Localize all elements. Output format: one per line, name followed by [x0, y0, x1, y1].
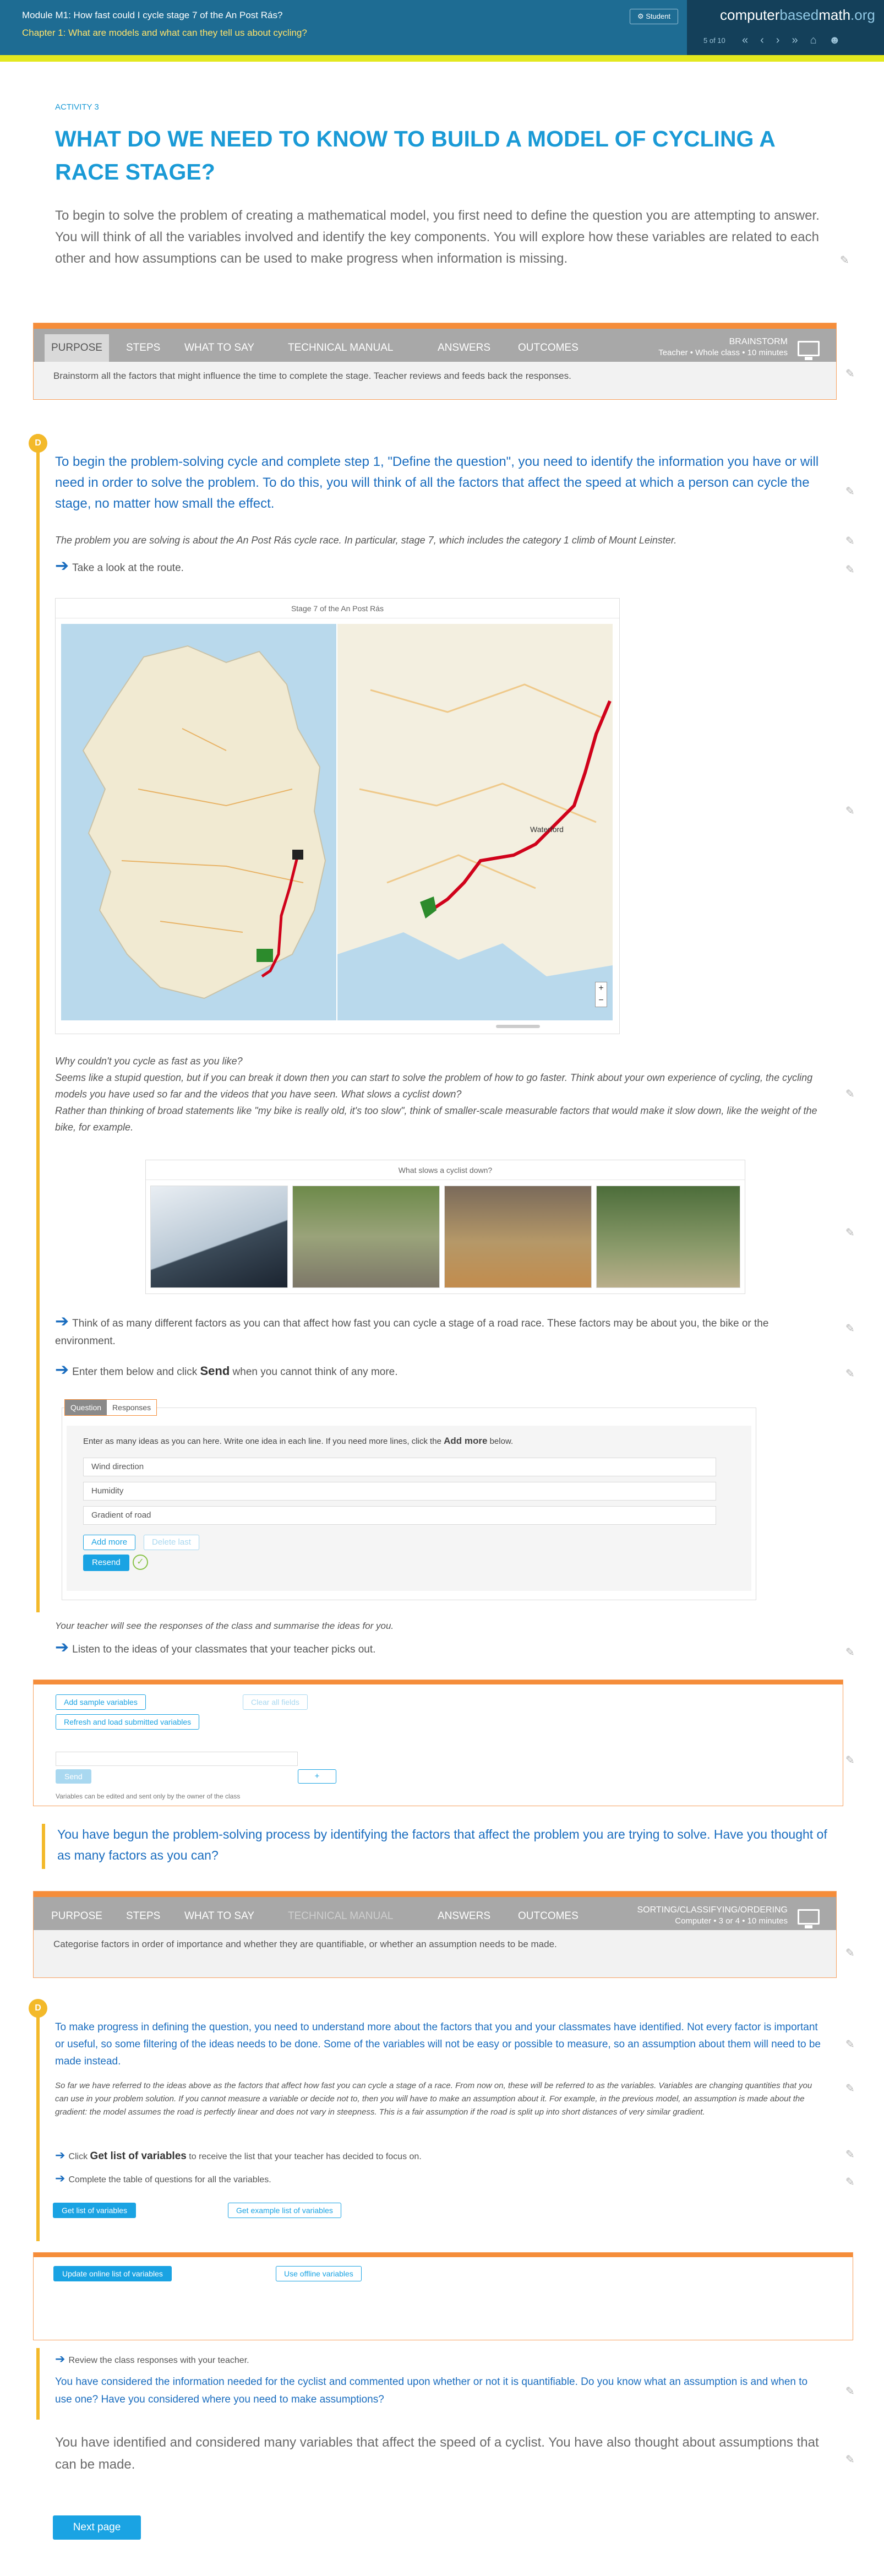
step-route: ➔ Take a look at the route. — [55, 557, 184, 575]
edit-icon[interactable]: ✎ — [845, 1368, 855, 1380]
teacher-summary-note: Your teacher will see the responses of the class and summarise the ideas for you. — [55, 1621, 394, 1631]
next-icon[interactable]: › — [776, 34, 792, 46]
activity-meta: SORTING/CLASSIFYING/ORDERING Computer • 3 or 4 • 10 minutes — [637, 1905, 788, 1926]
add-more-button[interactable]: Add more — [83, 1535, 135, 1550]
teacher-note-description: Brainstorm all the factors that might influence the time to complete the stage. Teacher reviews and feeds back the responses. — [34, 362, 836, 399]
clear-all-button[interactable]: Clear all fields — [243, 1694, 308, 1710]
ideas-input-panel — [62, 1403, 756, 1600]
module-title: Module M1: How fast could I cycle stage 7 of the An Post Rás? — [22, 10, 283, 20]
idea-input-2[interactable]: Humidity — [83, 1482, 716, 1501]
question-body — [67, 1426, 751, 1591]
map-scrollbar[interactable] — [496, 1025, 540, 1028]
section-rail — [36, 434, 40, 1612]
activity-label: ACTIVITY 3 — [55, 102, 99, 112]
step-complete: ➔ Complete the table of questions for all the variables. — [55, 2171, 271, 2185]
get-example-list-button[interactable]: Get example list of variables — [228, 2203, 341, 2218]
step-get-list: ➔ Click Get list of variables to receive the list that your teacher has decided to focus on. — [55, 2148, 422, 2162]
variable-input[interactable] — [56, 1752, 298, 1766]
tab-outcomes[interactable]: OUTCOMES — [518, 342, 579, 354]
edit-icon[interactable]: ✎ — [840, 254, 849, 267]
stage-detail-map[interactable] — [337, 624, 613, 1020]
chapter-title[interactable]: Chapter 1: What are models and what can they tell us about cycling? — [22, 28, 307, 38]
edit-icon[interactable]: ✎ — [845, 805, 855, 817]
edit-icon[interactable]: ✎ — [845, 1947, 855, 1959]
tab-technical-manual[interactable]: TECHNICAL MANUAL — [288, 342, 394, 354]
teacher-tool-box — [33, 1680, 843, 1806]
route-map-panel[interactable] — [55, 598, 620, 1034]
assumption-question: You have considered the information needed for the cyclist and commented upon whether or not it is quantifiable. Do you know what an assumption is and when to use one? Have you considered where you need to make assumptions? — [55, 2376, 808, 2405]
tab-responses[interactable]: Responses — [112, 1403, 151, 1412]
tab-what-to-say[interactable]: WHAT TO SAY — [184, 1910, 255, 1922]
edit-icon[interactable]: ✎ — [845, 1088, 855, 1100]
whiteboard-icon — [798, 341, 820, 356]
home-icon[interactable]: ⌂ — [810, 34, 829, 46]
step-enter: ➔ Enter them below and click Send when you cannot think of any more. — [55, 1361, 398, 1379]
tab-what-to-say[interactable]: WHAT TO SAY — [184, 342, 255, 354]
tab-purpose[interactable]: PURPOSE — [45, 334, 109, 362]
edit-icon[interactable]: ✎ — [845, 2176, 855, 2188]
user-icon[interactable]: ☻ — [828, 34, 853, 46]
check-icon: ✓ — [133, 1555, 148, 1570]
photo-time-trial[interactable] — [150, 1186, 288, 1288]
get-list-button[interactable]: Get list of variables — [53, 2203, 136, 2218]
computer-icon — [798, 1909, 820, 1925]
edit-icon[interactable]: ✎ — [845, 2385, 855, 2398]
start-flag-icon — [257, 949, 273, 962]
teacher-note-sorting — [33, 1891, 837, 1978]
edit-icon[interactable]: ✎ — [845, 1646, 855, 1659]
next-page-button[interactable]: Next page — [53, 2515, 141, 2540]
student-button[interactable]: ⚙ Student — [630, 9, 678, 24]
tab-steps[interactable]: STEPS — [126, 1910, 161, 1922]
refresh-load-button[interactable]: Refresh and load submitted variables — [56, 1714, 199, 1730]
update-online-button[interactable]: Update online list of variables — [53, 2266, 172, 2281]
section-marker: D — [29, 1999, 47, 2018]
edit-icon[interactable]: ✎ — [845, 1227, 855, 1239]
tab-answers[interactable]: ANSWERS — [438, 1910, 491, 1922]
problem-statement: The problem you are solving is about the An Post Rás cycle race. In particular, stage 7, which includes the category 1 climb of Mount Leinster. — [55, 535, 677, 546]
arrow-icon: ➔ — [55, 2352, 66, 2366]
tab-technical-manual[interactable]: TECHNICAL MANUAL — [288, 1910, 394, 1922]
arrow-icon: ➔ — [55, 557, 69, 575]
why-text: Why couldn't you cycle as fast as you like? Seems like a stupid question, but if you can break it down then you can start to solve the problem of how to go faster. Think about your own experience of cycling, the cycling models you have used so far and the videos that you have seen. What slows a cyclist down? Rather than thinking of broad statements like "my bike is really old, it's too slow", think of smaller-scale measurable factors that would make it slow down, like the weight of the bike, for example. — [55, 1056, 817, 1133]
photo-road-climb[interactable] — [292, 1186, 440, 1288]
start-marker-icon — [420, 896, 436, 919]
photo-gravel-race[interactable] — [444, 1186, 592, 1288]
variables-tool-box — [33, 2252, 853, 2340]
edit-icon[interactable]: ✎ — [845, 564, 855, 576]
send-button[interactable]: Send — [56, 1769, 91, 1784]
edit-icon[interactable]: ✎ — [845, 2039, 855, 2051]
edit-icon[interactable]: ✎ — [845, 486, 855, 498]
tab-purpose[interactable]: PURPOSE — [51, 1910, 102, 1922]
resend-button[interactable]: Resend — [83, 1555, 129, 1571]
top-bar — [0, 0, 884, 55]
accent-stripe — [0, 55, 884, 62]
tab-question[interactable]: Question — [65, 1400, 107, 1415]
nav-icons[interactable] — [742, 34, 853, 47]
add-sample-button[interactable]: Add sample variables — [56, 1694, 146, 1710]
section-lead: To make progress in defining the question, you need to understand more about the factors that you and your classmates have identified. Not every factor is important or useful, so some filtering of the ideas needs to be done. Some of the variables will not be easy or possible to measure, so an assumption about them will need to be made instead. — [55, 2021, 821, 2067]
tab-outcomes[interactable]: OUTCOMES — [518, 1910, 579, 1922]
question-tabs — [64, 1399, 157, 1416]
tool-footnote: Variables can be edited and sent only by the owner of the class — [56, 1792, 241, 1800]
step-listen: ➔ Listen to the ideas of your classmates that your teacher picks out. — [55, 1638, 376, 1656]
gallery-caption: What slows a cyclist down? — [146, 1160, 745, 1180]
section-marker: D — [29, 434, 47, 453]
delete-last-button[interactable]: Delete last — [144, 1535, 199, 1550]
edit-icon[interactable]: ✎ — [845, 2454, 855, 2466]
tab-answers[interactable]: ANSWERS — [438, 342, 491, 354]
page-title: WHAT DO WE NEED TO KNOW TO BUILD A MODEL OF CYCLING A RACE STAGE? — [55, 126, 775, 184]
summary-question: You have begun the problem-solving process by identifying the factors that affect the problem you are trying to solve. Have you thought of as many factors as you can? — [42, 1824, 840, 1869]
input-instructions: Enter as many ideas as you can here. Write one idea in each line. If you need more lines, click the Add more below. — [83, 1436, 514, 1446]
edit-icon[interactable]: ✎ — [845, 1754, 855, 1767]
idea-input-1[interactable]: Wind direction — [83, 1458, 716, 1476]
section-rail — [36, 2002, 40, 2241]
map-town-label: Waterford — [530, 825, 564, 834]
arrow-icon: ➔ — [55, 2148, 66, 2162]
tab-steps[interactable]: STEPS — [126, 342, 161, 354]
step-think: ➔ Think of as many different factors as you can that affect how fast you can cycle a stage of a road race. These factors may be about you, the bike or the environment. — [55, 1312, 769, 1347]
zoom-control[interactable]: + − — [595, 982, 607, 1007]
arrow-icon: ➔ — [55, 1361, 69, 1379]
step-review: ➔ Review the class responses with your teacher. — [55, 2352, 249, 2366]
idea-input-3[interactable]: Gradient of road — [83, 1506, 716, 1525]
first-icon[interactable]: « — [742, 34, 761, 46]
section-lead: To begin the problem-solving cycle and complete step 1, "Define the question", you need to identify the information you have or will need in order to solve the problem. To do this, you will think of all the factors that affect the speed at which a person can cycle the stage, no matter how small the effect. — [55, 454, 819, 511]
edit-icon[interactable]: ✎ — [845, 2149, 855, 2161]
photo-gallery — [145, 1160, 745, 1294]
teacher-note-brainstorm — [33, 323, 837, 400]
prev-icon[interactable]: ‹ — [760, 34, 776, 46]
arrow-icon: ➔ — [55, 1312, 69, 1330]
edit-icon[interactable]: ✎ — [845, 2083, 855, 2095]
arrow-icon: ➔ — [55, 1638, 69, 1656]
ireland-map[interactable] — [61, 624, 336, 1020]
last-icon[interactable]: » — [792, 34, 810, 46]
teacher-note-description: Categorise factors in order of importance and whether they are quantifiable, or whether an assumption needs to be made. — [34, 1930, 836, 1977]
variables-explanation: So far we have referred to the ideas above as the factors that affect how fast you can cycle a stage of a race. From now on, these will be referred to as the variables. Variables are changing quantities that you can use in your problem solution. If you cannot measure a variable or decide not to, then you will have to make an assumption about it. For example, in the previous model, an assumption is made about the gradient: the model assumes the road is perfectly linear and does not vary in steepness. This is a fair assumption if the road is split up into short distances of very similar gradient. — [55, 2081, 812, 2117]
closing-text: You have identified and considered many variables that affect the speed of a cyclist. You have also thought about assumptions that can be made. — [55, 2435, 819, 2472]
finish-flag-icon — [292, 850, 303, 860]
photo-mountain-bike[interactable] — [596, 1186, 740, 1288]
arrow-icon: ➔ — [55, 2171, 66, 2185]
edit-icon[interactable]: ✎ — [845, 368, 855, 380]
intro-text: To begin to solve the problem of creating a mathematical model, you first need to define the question you are attempting to answer. You will think of all the variables involved and identify the key components. You will explore how these variables are related to each other and how assumptions can be used to make progress when information is missing. — [55, 208, 820, 266]
edit-icon[interactable]: ✎ — [845, 535, 855, 547]
use-offline-button[interactable]: Use offline variables — [276, 2266, 362, 2281]
brand-logo[interactable]: computerbasedmath.org — [720, 7, 875, 23]
section-rail — [36, 2348, 40, 2420]
map-caption: Stage 7 of the An Post Rás — [56, 599, 619, 618]
brand-panel — [687, 0, 884, 55]
edit-icon[interactable]: ✎ — [845, 1323, 855, 1335]
page-counter: 5 of 10 — [703, 36, 725, 45]
activity-meta: BRAINSTORM Teacher • Whole class • 10 minutes — [658, 337, 788, 357]
add-field-button[interactable]: + — [298, 1769, 336, 1784]
